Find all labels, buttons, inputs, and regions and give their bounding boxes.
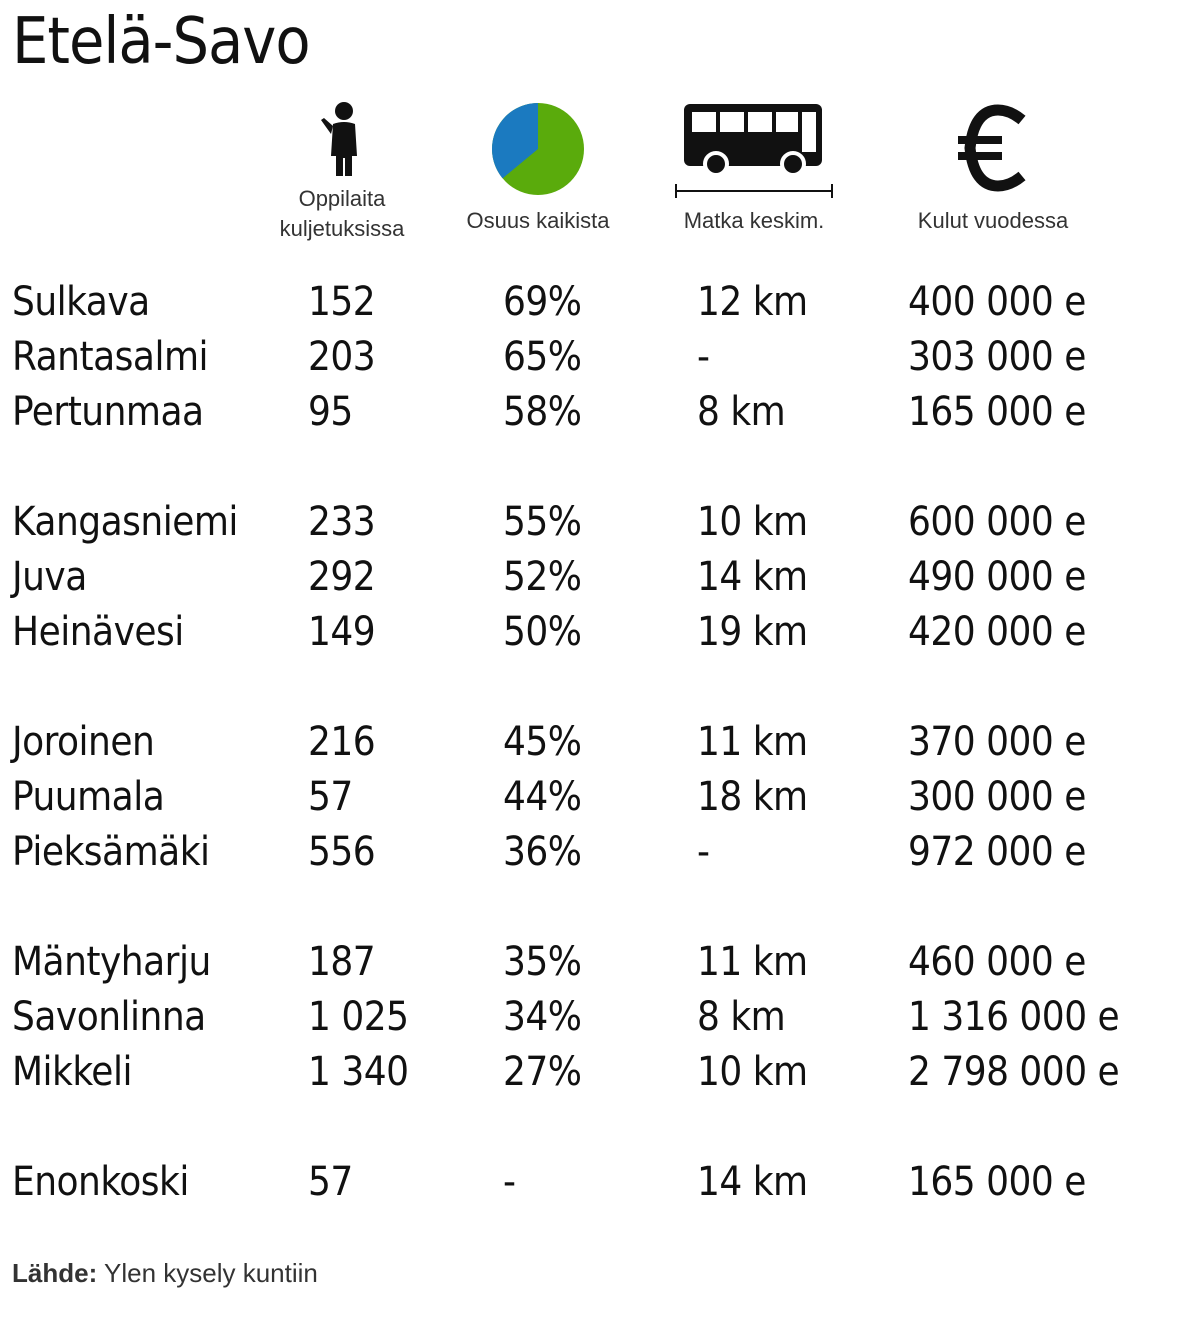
cost-value: 303 000 e bbox=[908, 334, 1086, 380]
cost-value: 972 000 e bbox=[908, 829, 1086, 875]
cost-value: 400 000 e bbox=[908, 279, 1086, 325]
cost-value: 2 798 000 e bbox=[908, 1049, 1120, 1095]
cost-value: 420 000 e bbox=[908, 609, 1086, 655]
distance-value: 10 km bbox=[697, 499, 808, 545]
table-row bbox=[0, 769, 1199, 825]
distance-value: 11 km bbox=[697, 719, 808, 765]
header-share-label: Osuus kaikista bbox=[466, 208, 610, 233]
distance-value: 18 km bbox=[697, 774, 808, 820]
distance-value: 8 km bbox=[697, 389, 786, 435]
table-row bbox=[0, 989, 1199, 1045]
pupils-value: 187 bbox=[308, 939, 376, 985]
cost-value: 300 000 e bbox=[908, 774, 1086, 820]
share-value: - bbox=[503, 1159, 516, 1205]
pupils-value: 95 bbox=[308, 389, 353, 435]
municipality-name: Juva bbox=[12, 554, 87, 600]
header-pupils-line-1: Oppilaita bbox=[298, 186, 386, 211]
table-row bbox=[0, 494, 1199, 550]
municipality-name: Puumala bbox=[12, 774, 165, 820]
table-row bbox=[0, 604, 1199, 660]
pupils-value: 233 bbox=[308, 499, 376, 545]
cost-value: 490 000 e bbox=[908, 554, 1086, 600]
municipality-name: Mikkeli bbox=[12, 1049, 132, 1095]
municipality-name: Enonkoski bbox=[12, 1159, 189, 1205]
share-value: 45% bbox=[503, 719, 582, 765]
municipality-name: Joroinen bbox=[12, 719, 155, 765]
table-row bbox=[0, 384, 1199, 440]
cost-value: 165 000 e bbox=[908, 1159, 1086, 1205]
municipality-name: Heinävesi bbox=[12, 609, 184, 655]
distance-value: 19 km bbox=[697, 609, 808, 655]
share-value: 36% bbox=[503, 829, 582, 875]
distance-value: 8 km bbox=[697, 994, 786, 1040]
header-distance-label: Matka keskim. bbox=[683, 208, 825, 233]
pupils-value: 216 bbox=[308, 719, 376, 765]
share-value: 55% bbox=[503, 499, 582, 545]
pupils-value: 1 025 bbox=[308, 994, 409, 1040]
table-row bbox=[0, 824, 1199, 880]
header-cost-label: Kulut vuodessa bbox=[917, 208, 1069, 233]
municipality-name: Sulkava bbox=[12, 279, 150, 325]
table-row bbox=[0, 549, 1199, 605]
table-row bbox=[0, 1154, 1199, 1210]
header-pupils-label bbox=[242, 184, 442, 244]
person-icon bbox=[242, 102, 442, 178]
municipality-name: Pertunmaa bbox=[12, 389, 204, 435]
euro-icon bbox=[893, 102, 1093, 194]
pupils-value: 292 bbox=[308, 554, 376, 600]
share-value: 34% bbox=[503, 994, 582, 1040]
pupils-value: 556 bbox=[308, 829, 376, 875]
distance-value: - bbox=[697, 334, 710, 380]
distance-value: - bbox=[697, 829, 710, 875]
source-note bbox=[12, 1256, 318, 1290]
municipality-name: Mäntyharju bbox=[12, 939, 211, 985]
municipality-name: Savonlinna bbox=[12, 994, 206, 1040]
pupils-value: 149 bbox=[308, 609, 376, 655]
distance-value: 12 km bbox=[697, 279, 808, 325]
source-label: Lähde: bbox=[12, 1258, 98, 1288]
table-row bbox=[0, 274, 1199, 330]
pie-icon bbox=[438, 102, 638, 196]
source-text: Ylen kysely kuntiin bbox=[97, 1258, 318, 1288]
share-value: 50% bbox=[503, 609, 582, 655]
distance-value: 11 km bbox=[697, 939, 808, 985]
bus-icon bbox=[654, 102, 854, 198]
pupils-value: 1 340 bbox=[308, 1049, 409, 1095]
table-row bbox=[0, 1044, 1199, 1100]
cost-value: 165 000 e bbox=[908, 389, 1086, 435]
municipality-name: Rantasalmi bbox=[12, 334, 208, 380]
share-value: 65% bbox=[503, 334, 582, 380]
table-row bbox=[0, 714, 1199, 770]
pupils-value: 57 bbox=[308, 774, 353, 820]
cost-value: 600 000 e bbox=[908, 499, 1086, 545]
share-value: 35% bbox=[503, 939, 582, 985]
pupils-value: 57 bbox=[308, 1159, 353, 1205]
distance-value: 10 km bbox=[697, 1049, 808, 1095]
distance-value: 14 km bbox=[697, 1159, 808, 1205]
cost-value: 370 000 e bbox=[908, 719, 1086, 765]
distance-value: 14 km bbox=[697, 554, 808, 600]
page-title: Etelä-Savo bbox=[12, 5, 310, 79]
share-value: 58% bbox=[503, 389, 582, 435]
share-value: 27% bbox=[503, 1049, 582, 1095]
table-row bbox=[0, 329, 1199, 385]
share-value: 69% bbox=[503, 279, 582, 325]
cost-value: 1 316 000 e bbox=[908, 994, 1120, 1040]
share-value: 44% bbox=[503, 774, 582, 820]
share-value: 52% bbox=[503, 554, 582, 600]
pupils-value: 203 bbox=[308, 334, 376, 380]
pupils-value: 152 bbox=[308, 279, 376, 325]
cost-value: 460 000 e bbox=[908, 939, 1086, 985]
municipality-name: Pieksämäki bbox=[12, 829, 210, 875]
municipality-name: Kangasniemi bbox=[12, 499, 238, 545]
header-pupils-line-2: kuljetuksissa bbox=[279, 216, 405, 241]
table-row bbox=[0, 934, 1199, 990]
